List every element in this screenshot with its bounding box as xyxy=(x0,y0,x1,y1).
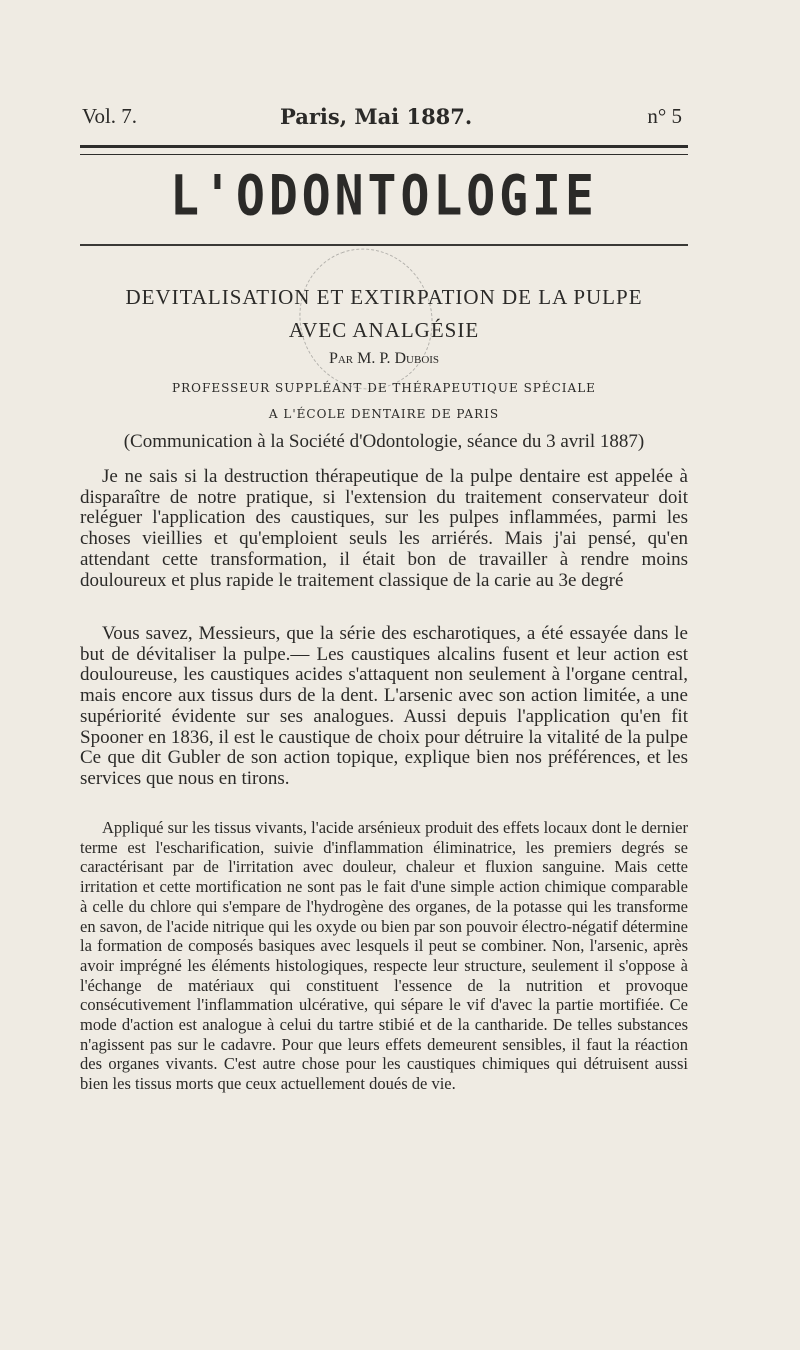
place-date: Paris, Mai 1887. xyxy=(280,104,473,129)
author-affiliation-line1: PROFESSEUR SUPPLÉANT DE THÉRAPEUTIQUE SPÉCIALE xyxy=(172,381,596,395)
article-title-line2: AVEC ANALGÉSIE xyxy=(288,318,480,342)
issue-number: n° 5 xyxy=(647,104,682,128)
author-affiliation-line2: A L'ÉCOLE DENTAIRE DE PARIS xyxy=(268,407,500,421)
communication-note: (Communication à la Société d'Odontologie, séance du 3 avril 1887) xyxy=(123,431,645,452)
quoted-paragraph: Appliqué sur les tissus vivants, l'acide arsénieux produit des effets locaux dont le dernier terme est l'escharification, suivie d'inflammation éliminatrice, les premiers degrés se caractérisant par de l'irritation avec douleur, chaleur et fluxion sanguine. Mais cette irritation et cette mortification ne sont pas le fait d'une simple action chimique comparable à celle du chlore qui s'empare de l'hydrogène des organes, de la potasse qui les transforme en savon, de l'acide nitrique qui les oxyde ou bien par son pouvoir électro-négatif détermine la formation de composés basiques avec lesquels il peut se combiner. Non, l'arsenic, après avoir imprégné les éléments histologiques, respecte leur structure, seulement il s'oppose à l'échange de matériaux qui constituent l'essence de la nutrition et provoque consécutivement l'inflammation ulcérative, qui sépare le vif d'avec la partie mortifiée. Ce mode d'action est analogue à celui du tartre stibié et de la cantharide. De telles substances n'agissent pas sur le cadavre. Pour que leurs effets demeurent sensibles, il faut la réaction des organes vivants. C'est autre chose pour les caustiques chimiques qui détruisent aussi bien les tissus morts que ceux actuellement doués de vie. xyxy=(80,818,688,1094)
body-paragraph-1: Je ne sais si la destruction thérapeutique de la pulpe dentaire est appelée à disparaître de notre pratique, si l'extension du traitement conservateur doit reléguer l'application des caustiques, sur les pulpes inflammées, parmi les choses vieillies et qu'emploient seuls les arriérés. Mais j'ai pensé, qu'en attendant cette transformation, il était bon de travailler à rendre moins douloureux et plus rapide le traitement classique de la carie au 3e degré xyxy=(80,466,688,591)
journal-title: L'ODONTOLOGIE xyxy=(170,163,598,229)
masthead-rule xyxy=(80,244,688,246)
author-byline: Par M. P. Dubois xyxy=(328,350,440,367)
header-rule xyxy=(80,145,688,155)
volume-label: Vol. 7. xyxy=(82,104,138,128)
body-paragraph-2: Vous savez, Messieurs, que la série des escharotiques, a été essayée dans le but de dévitaliser la pulpe.— Les caustiques alcalins fusent et leur action est douloureuse, les caustiques acides s'attaquent non seulement à l'organe central, mais encore aux tissus durs de la dent. L'arsenic avec son action limitée, a une supériorité évidente sur ses analogues. Aussi depuis l'application qu'en fit Spooner en 1836, il est le caustique de choix pour détruire la vitalité de la pulpe Ce que dit Gubler de son action topique, explique bien nos préférences, et les services que nous en tirons. xyxy=(80,623,688,789)
running-head xyxy=(82,104,682,134)
article-title-line1: DEVITALISATION ET EXTIRPATION DE LA PULPE xyxy=(125,285,643,309)
